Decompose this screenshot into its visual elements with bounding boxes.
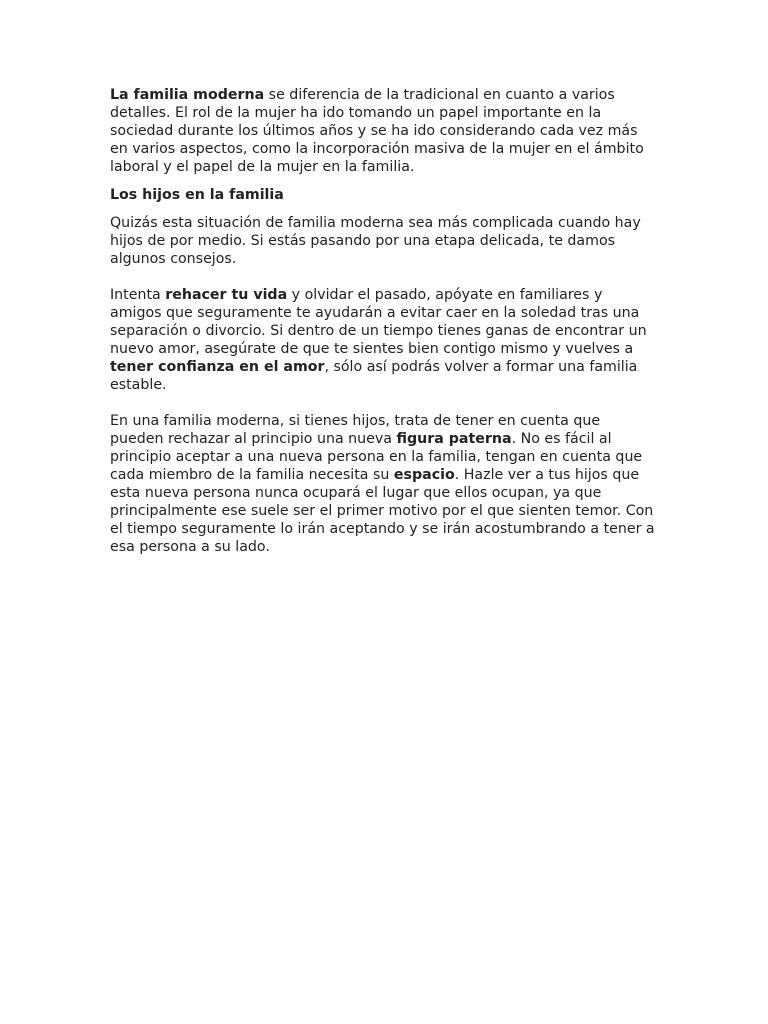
paragraph-children [110, 412, 658, 556]
paragraph-text: . No es fácil al principio aceptar a una nueva persona en la familia, tengan en cuenta que cada miembro de la familia necesita su [110, 431, 643, 483]
document-page [110, 86, 658, 556]
paragraph-text: En una familia moderna, si tienes hijos, trata de tener en cuenta que pueden rechazar al principio una nueva [110, 413, 601, 447]
paragraph-intro [110, 86, 658, 176]
bold-phrase: figura paterna [396, 431, 512, 447]
paragraph-situation: Quizás esta situación de familia moderna sea más complicada cuando hay hijos de por medio. Si estás pasando por una etapa delicada, te damos algunos consejos. [110, 215, 641, 267]
bold-phrase: espacio [393, 467, 455, 483]
paragraph-text: Intenta [110, 287, 166, 303]
paragraph-text: , sólo así podrás volver a formar una familia estable. [110, 359, 638, 393]
paragraph-text: se diferencia de la tradicional en cuanto a varios detalles. El rol de la mujer ha ido tomando un papel importante en la sociedad durante los últimos años y se ha ido considerando cada vez más en varios aspectos, como la incorporación masiva de la mujer en el ámbito laboral y el papel de la mujer en la familia. [110, 87, 644, 175]
paragraph-text: . Hazle ver a tus hijos que esta nueva persona nunca ocupará el lugar que ellos ocupan, ya que principalmente ese suele ser el primer motivo por el que sienten temor. Con el tiempo seguramente lo irán aceptando y se irán acostumbrando a tener a esa persona a su lado. [110, 467, 655, 555]
bold-phrase: La familia moderna [110, 87, 265, 103]
paragraph-text: y olvidar el pasado, apóyate en familiares y amigos que seguramente te ayudarán a evitar caer en la soledad tras una separación o divorcio. Si dentro de un tiempo tienes ganas de encontrar un nuevo amor, asegúrate de que te sientes bien contigo mismo y vuelves a [110, 287, 647, 357]
paragraph-advice [110, 286, 658, 394]
bold-phrase: rehacer tu vida [165, 287, 288, 303]
section-heading: Los hijos en la familia [110, 187, 284, 203]
bold-phrase: tener confianza en el amor [110, 359, 325, 375]
